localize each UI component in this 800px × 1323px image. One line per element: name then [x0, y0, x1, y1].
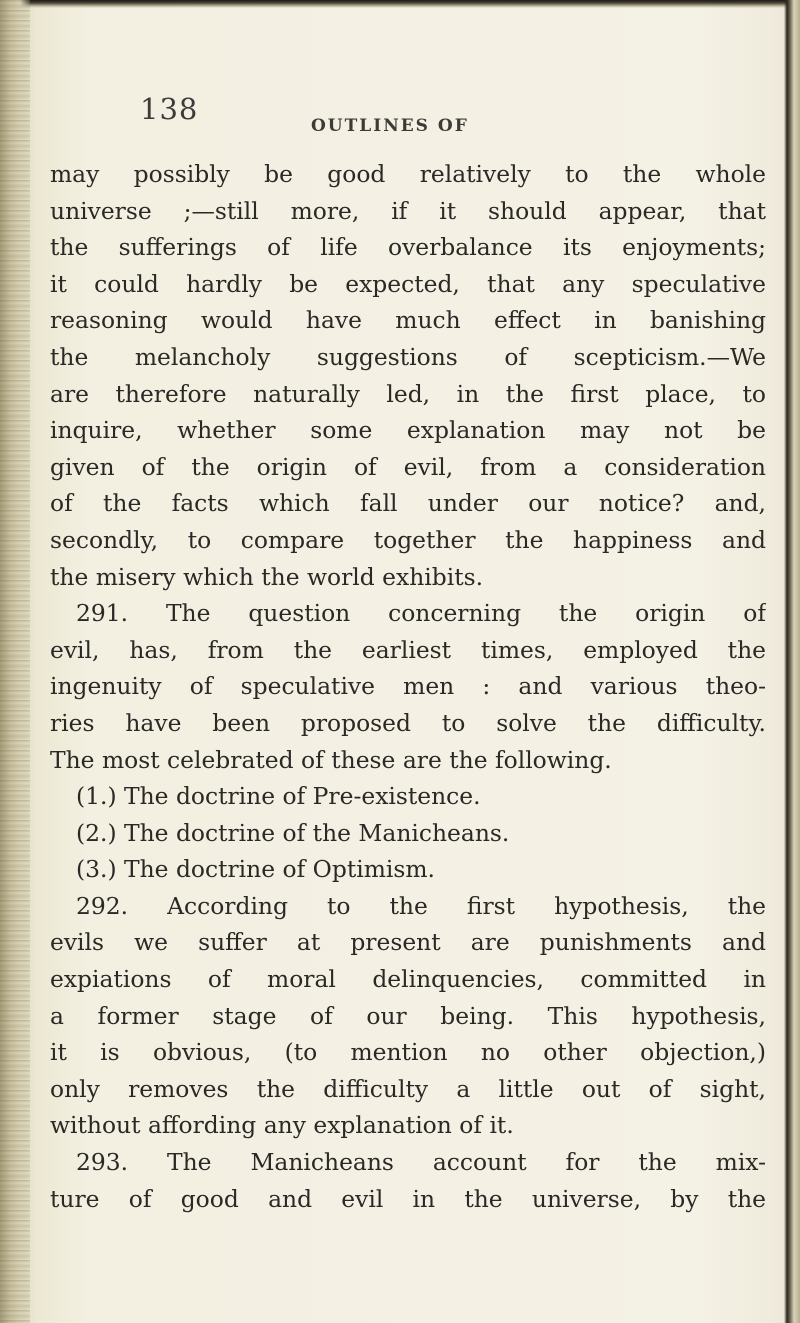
body-text	[50, 156, 766, 1217]
list-item: (2.) The doctrine of the Manicheans.	[76, 818, 510, 847]
text-line: ture of good and evil in the universe, by the	[50, 1184, 766, 1213]
text-line: without affording any explanation of it.	[50, 1111, 514, 1140]
text-line: a former stage of our being. This hypothesis,	[50, 1001, 766, 1030]
list-item: (3.) The doctrine of Optimism.	[76, 855, 435, 884]
text-line: 291. The question concerning the origin of	[76, 599, 766, 628]
text-line: the misery which the world exhibits.	[50, 562, 484, 591]
text-line: evils we suffer at present are punishments and	[50, 928, 766, 957]
text-line: may possibly be good relatively to the whole	[50, 160, 766, 188]
text-line: the melancholy suggestions of scepticism.—We	[50, 342, 766, 371]
text-line: are therefore naturally led, in the first place, to	[50, 379, 766, 408]
page-header	[140, 82, 740, 142]
list-item: (1.) The doctrine of Pre-existence.	[76, 782, 481, 811]
binding-edge	[0, 0, 30, 1323]
text-line: inquire, whether some explanation may not be	[50, 416, 766, 445]
text-line: of the facts which fall under our notice? and,	[50, 489, 766, 518]
text-line: universe ;—still more, if it should appear, that	[50, 196, 766, 225]
text-line: evil, has, from the earliest times, employed the	[50, 635, 766, 664]
text-line: 293. The Manicheans account for the mix-	[76, 1148, 766, 1177]
text-line: the sufferings of life overbalance its enjoyments;	[50, 233, 766, 262]
text-line: ingenuity of speculative men : and various theo-	[50, 672, 766, 701]
running-head: OUTLINES OF	[311, 116, 469, 136]
top-page-edge	[0, 0, 800, 8]
text-line: reasoning would have much effect in banishing	[50, 306, 766, 335]
text-line: it could hardly be expected, that any speculative	[50, 269, 766, 298]
text-line: it is obvious, (to mention no other objection,)	[50, 1038, 766, 1067]
text-line: The most celebrated of these are the following.	[50, 745, 612, 774]
page-number: 138	[140, 92, 199, 126]
text-line: 292. According to the first hypothesis, the	[76, 891, 766, 920]
text-line: ries have been proposed to solve the difficulty.	[50, 708, 766, 737]
text-line: secondly, to compare together the happiness and	[50, 525, 766, 554]
text-line: expiations of moral delinquencies, committed in	[50, 965, 766, 994]
text-line: given of the origin of evil, from a consideration	[50, 452, 766, 481]
right-page-edge	[784, 0, 800, 1323]
text-line: only removes the difficulty a little out of sight,	[50, 1074, 766, 1103]
